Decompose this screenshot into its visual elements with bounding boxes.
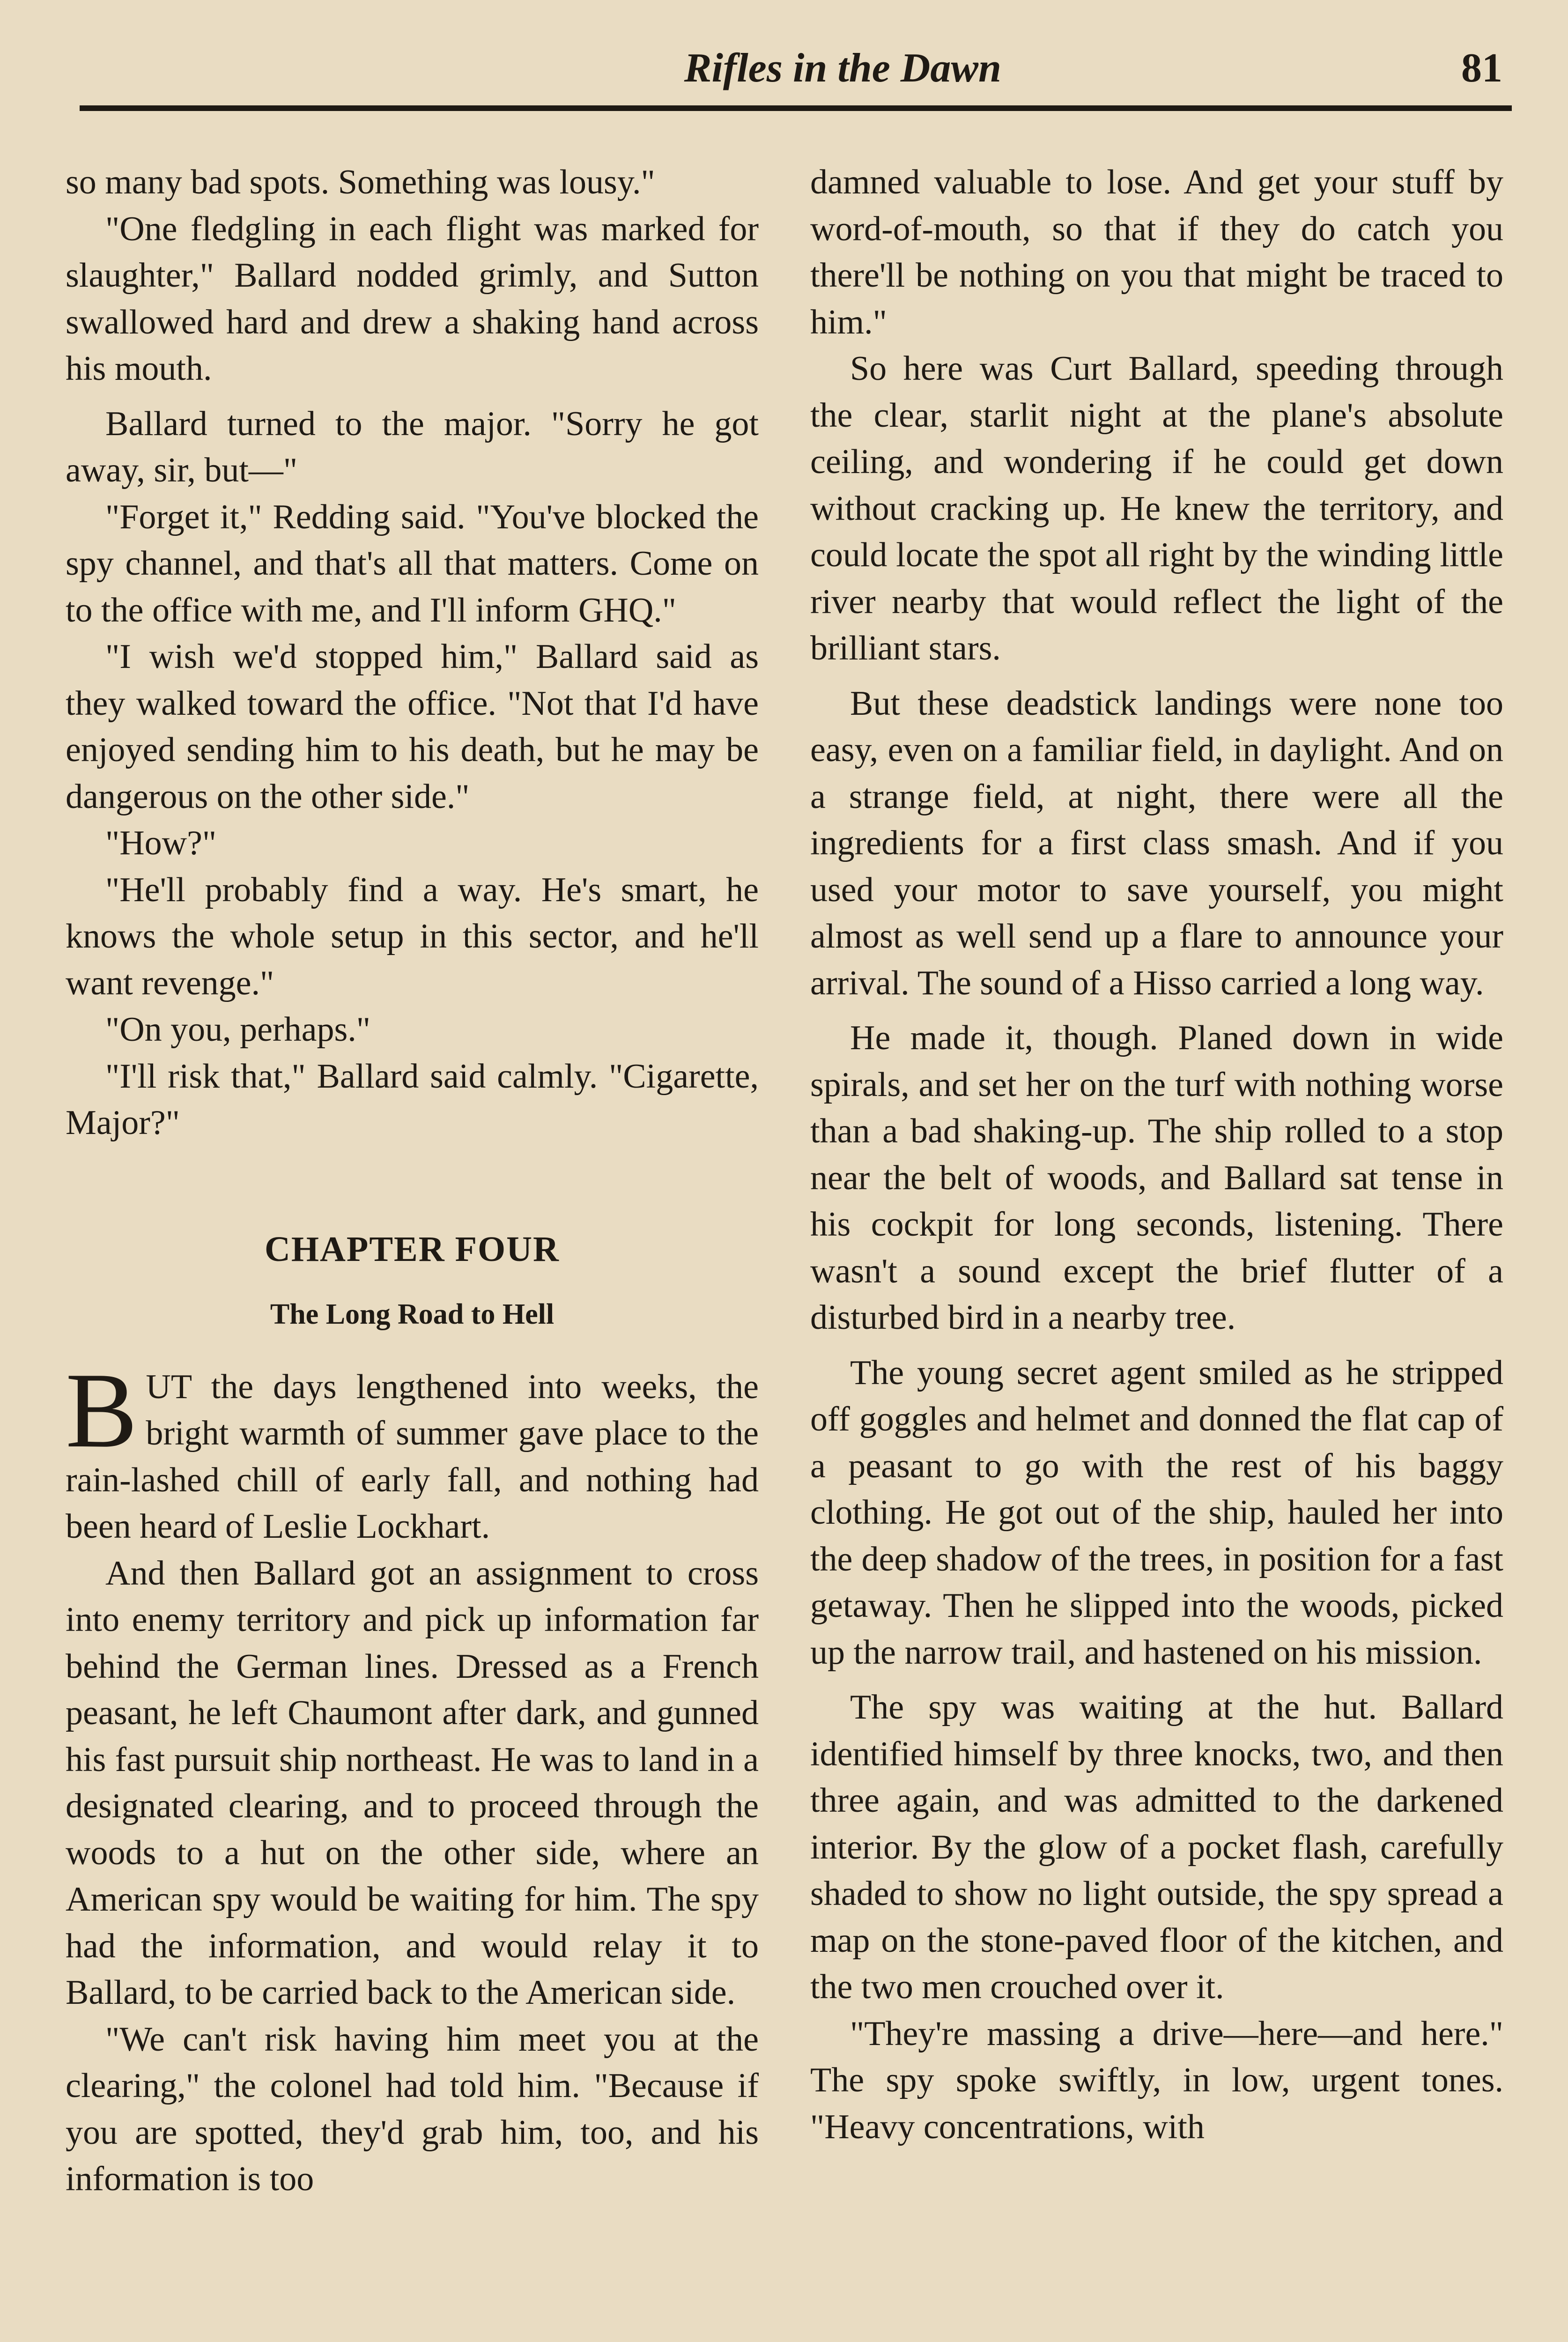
paragraph: "I wish we'd stopped him," Ballard said as they walked toward the office. "Not that I'd have enjoyed sending him to his death, but he may be dangerous on the other side." — [66, 637, 759, 816]
paragraph: And then Ballard got an assignment to cross into enemy territory and pick up information far behind the German lines. Dressed as a French peasant, he left Chaumont after dark, and gunned his fast pursuit ship northeast. He was to land in a designated clearing, and to proceed through the woods to a hut on the other side, where an American spy would be waiting for him. The spy had the information, and would relay it to Ballard, to be carried back to the American side. — [66, 1554, 759, 2012]
opening-paragraph — [66, 1350, 759, 1550]
paragraph: "Forget it," Redding said. "You've blocked the spy channel, and that's all that matters. Come on to the office with me, and I'll inform GHQ." — [66, 497, 759, 630]
paragraph: so many bad spots. Something was lousy." — [66, 163, 655, 201]
paragraph: "I'll risk that," Ballard said calmly. "Cigarette, Major?" — [66, 1057, 759, 1142]
drop-cap: B — [66, 1350, 138, 1470]
chapter-heading: CHAPTER FOUR — [265, 1229, 560, 1269]
paragraph: So here was Curt Ballard, speeding through the clear, starlit night at the plane's absolute ceiling, and wondering if he could get down without cracking up. He knew the territory, and could locate the spot all right by the winding little river nearby that would reflect the light of the brilliant stars. — [810, 349, 1503, 667]
paragraph: "We can't risk having him meet you at the clearing," the colonel had told him. "Because if you are spotted, they'd grab him, too, and his information is too — [66, 2020, 759, 2198]
running-title: Rifles in the Dawn — [684, 45, 1001, 91]
paragraph: "They're massing a drive—here—and here." The spy spoke swiftly, in low, urgent tones. "Heavy concentrations, with — [810, 2014, 1503, 2146]
right-column — [810, 159, 1503, 2342]
paragraph: "On you, perhaps." — [105, 1010, 370, 1049]
left-column — [66, 159, 759, 2342]
running-head — [80, 40, 1512, 111]
opening-paragraph-text: UT the days lengthened into weeks, the bright warmth of summer gave place to the rain-lashed chill of early fall, and nothing had been heard of Leslie Lockhart. — [66, 1367, 759, 1546]
page-number: 81 — [1461, 45, 1502, 91]
paragraph: Ballard turned to the major. "Sorry he got away, sir, but—" — [66, 404, 759, 489]
paragraph: He made it, though. Planed down in wide spirals, and set her on the turf with nothing worse than a bad shaking-up. The ship rolled to a stop near the belt of woods, and Ballard sat tense in his cockpit for long seconds, listening. There wasn't a sound except the brief flutter of a disturbed bird in a nearby tree. — [810, 1019, 1503, 1337]
paragraph: "One fledgling in each flight was marked for slaughter," Ballard nodded grimly, and Sutton swallowed hard and drew a shaking hand across his mouth. — [66, 209, 759, 388]
paragraph: The young secret agent smiled as he stripped off goggles and helmet and donned the flat cap of a peasant to go with the rest of his baggy clothing. He got out of the ship, hauled her into the deep shadow of the trees, in position for a fast getaway. Then he slipped into the woods, picked up the narrow trail, and hastened on his mission. — [810, 1353, 1503, 1672]
paragraph: "He'll probably find a way. He's smart, he knows the whole setup in this sector, and he'll want revenge." — [66, 870, 759, 1002]
chapter-subtitle: The Long Road to Hell — [270, 1298, 555, 1330]
paragraph: damned valuable to lose. And get your stuff by word-of-mouth, so that if they do catch you there'll be nothing on you that might be traced to him." — [810, 163, 1503, 341]
paragraph: "How?" — [105, 824, 217, 862]
paragraph: The spy was waiting at the hut. Ballard identified himself by three knocks, two, and then three again, and was admitted to the darkened interior. By the glow of a pocket flash, carefully shaded to show no light outside, the spy spread a map on the stone-paved floor of the kitchen, and the two men crouched over it. — [810, 1688, 1503, 2006]
paragraph: But these deadstick landings were none too easy, even on a familiar field, in daylight. And on a strange field, at night, there were all the ingredients for a first class smash. And if you used your motor to save yourself, you might almost as well send up a flare to announce your arrival. The sound of a Hisso carried a long way. — [810, 684, 1503, 1002]
